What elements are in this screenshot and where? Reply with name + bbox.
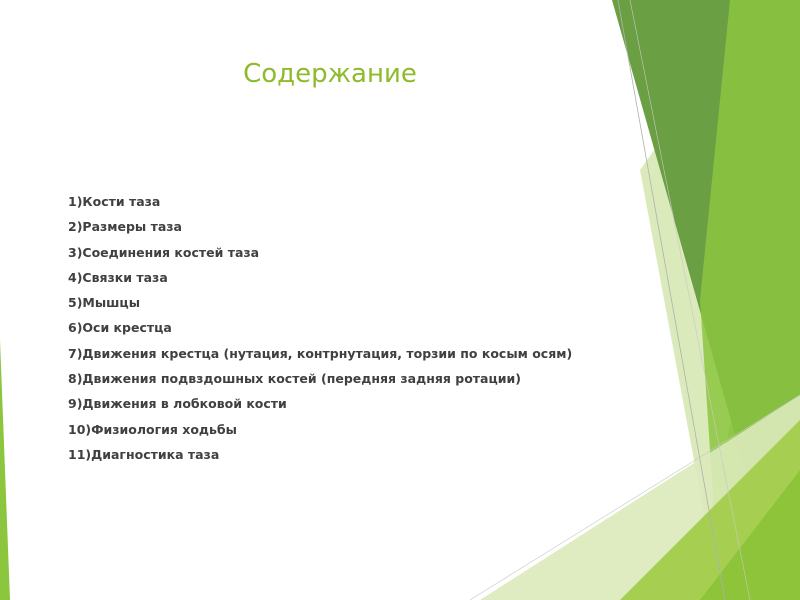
left-edge-facet [0,340,10,600]
toc-item: 11)Диагностика таза [68,446,220,462]
toc-item: 4)Связки таза [68,269,168,285]
slide-title: Содержание [243,59,417,89]
toc-item: 10)Физиология ходьбы [68,421,237,437]
toc-item: 5)Мышцы [68,295,140,311]
toc-item: 7)Движения крестца (нутация, контрнутация, торзии по косым осям) [68,345,573,361]
toc-item: 2)Размеры таза [68,219,182,235]
toc-item: 8)Движения подвздошных костей (передняя задняя ротации) [68,371,521,387]
table-of-contents [68,190,608,468]
toc-item: 9)Движения в лобковой кости [68,396,287,412]
toc-item: 6)Оси крестца [68,320,172,336]
toc-item: 1)Кости таза [68,194,161,209]
toc-item: 3)Соединения костей таза [68,244,260,260]
